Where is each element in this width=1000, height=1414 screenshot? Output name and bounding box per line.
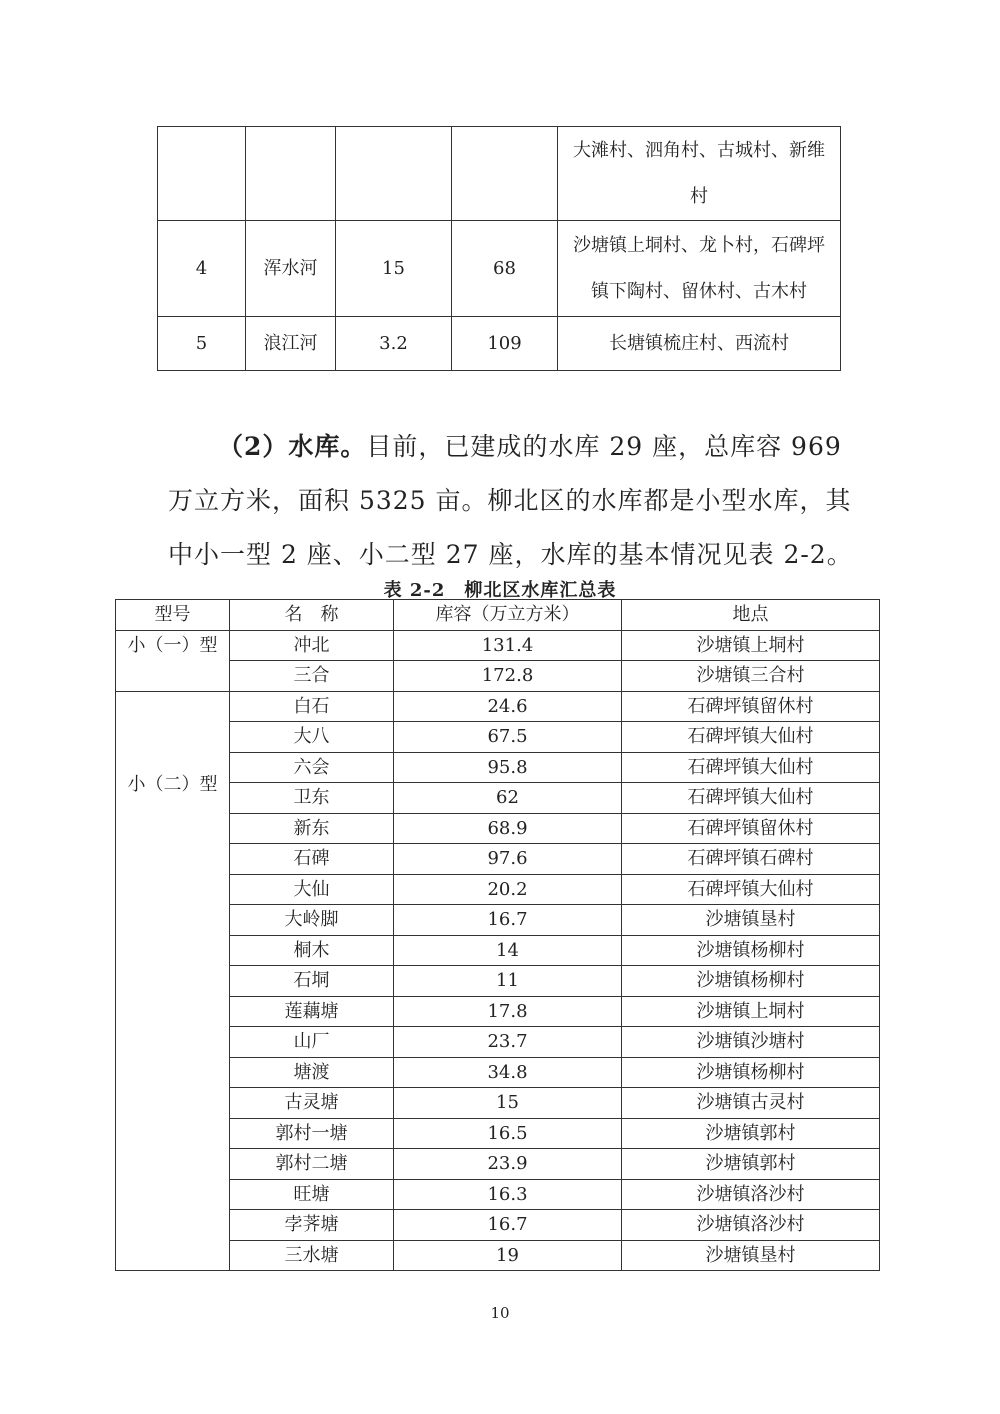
reservoir-location-cell: 沙塘镇洛沙村	[622, 1210, 880, 1241]
reservoir-location-cell: 沙塘镇上垌村	[622, 996, 880, 1027]
reservoir-name-cell: 大岭脚	[230, 905, 394, 936]
river-name-cell	[246, 127, 336, 221]
reservoir-capacity-cell: 16.7	[394, 905, 622, 936]
reservoir-row	[116, 1057, 880, 1088]
reservoir-location-cell: 石碑坪镇大仙村	[622, 722, 880, 753]
reservoir-location-cell: 沙塘镇洛沙村	[622, 1179, 880, 1210]
reservoir-location-cell: 沙塘镇上垌村	[622, 630, 880, 661]
reservoir-name-cell: 莲藕塘	[230, 996, 394, 1027]
reservoir-row	[116, 783, 880, 814]
reservoir-row	[116, 874, 880, 905]
reservoir-row	[116, 935, 880, 966]
reservoir-table	[115, 599, 880, 1271]
river-row	[158, 317, 841, 371]
reservoir-capacity-cell: 17.8	[394, 996, 622, 1027]
reservoir-name-cell: 郭村一塘	[230, 1118, 394, 1149]
header-name: 名 称	[230, 600, 394, 631]
reservoir-capacity-cell: 97.6	[394, 844, 622, 875]
river-name-cell: 浪江河	[246, 317, 336, 371]
river-no-cell	[158, 127, 246, 221]
reservoir-name-cell: 塘渡	[230, 1057, 394, 1088]
reservoir-capacity-cell: 95.8	[394, 752, 622, 783]
reservoir-name-cell: 桐木	[230, 935, 394, 966]
reservoir-row	[116, 966, 880, 997]
reservoir-capacity-cell: 16.7	[394, 1210, 622, 1241]
reservoir-paragraph	[168, 420, 868, 582]
reservoir-row	[116, 1179, 880, 1210]
river-no-cell: 5	[158, 317, 246, 371]
reservoir-type-cell: 小（二）型	[116, 691, 230, 1271]
reservoir-name-cell: 石垌	[230, 966, 394, 997]
reservoir-capacity-cell: 24.6	[394, 691, 622, 722]
paragraph-lead: （2）水库。	[218, 432, 367, 461]
reservoir-name-cell: 大八	[230, 722, 394, 753]
reservoir-name-cell: 白石	[230, 691, 394, 722]
reservoir-row	[116, 661, 880, 692]
reservoir-location-cell: 沙塘镇郭村	[622, 1118, 880, 1149]
river-area-cell: 109	[452, 317, 558, 371]
river-location-cell: 沙塘镇上垌村、龙卜村，石碑坪镇下陶村、留休村、古木村	[558, 221, 841, 317]
reservoir-location-cell: 石碑坪镇留休村	[622, 691, 880, 722]
reservoir-location-cell: 沙塘镇沙塘村	[622, 1027, 880, 1058]
reservoir-location-cell: 沙塘镇垦村	[622, 905, 880, 936]
reservoir-name-cell: 孛荠塘	[230, 1210, 394, 1241]
reservoir-location-cell: 沙塘镇郭村	[622, 1149, 880, 1180]
reservoir-capacity-cell: 68.9	[394, 813, 622, 844]
page-number: 10	[490, 1304, 510, 1322]
reservoir-row	[116, 1210, 880, 1241]
reservoir-row	[116, 996, 880, 1027]
table-caption: 表 2-2 柳北区水库汇总表	[383, 580, 617, 601]
reservoir-row	[116, 1149, 880, 1180]
river-table	[157, 126, 841, 371]
header-capacity: 库容（万立方米）	[394, 600, 622, 631]
reservoir-row	[116, 752, 880, 783]
river-row	[158, 127, 841, 221]
reservoir-capacity-cell: 34.8	[394, 1057, 622, 1088]
reservoir-name-cell: 卫东	[230, 783, 394, 814]
paragraph-body: 目前，已建成的水库 29 座，总库容 969 万立方米，面积 5325 亩。柳北区的水库都是小型水库，其中小一型 2 座、小二型 27 座，水库的基本情况见表 2-2。	[168, 432, 853, 569]
reservoir-name-cell: 大仙	[230, 874, 394, 905]
reservoir-location-cell: 石碑坪镇大仙村	[622, 783, 880, 814]
reservoir-location-cell: 石碑坪镇大仙村	[622, 752, 880, 783]
river-area-cell: 68	[452, 221, 558, 317]
reservoir-name-cell: 古灵塘	[230, 1088, 394, 1119]
reservoir-name-cell: 三合	[230, 661, 394, 692]
reservoir-capacity-cell: 16.5	[394, 1118, 622, 1149]
river-no-cell: 4	[158, 221, 246, 317]
reservoir-location-cell: 石碑坪镇留休村	[622, 813, 880, 844]
reservoir-location-cell: 沙塘镇杨柳村	[622, 966, 880, 997]
reservoir-location-cell: 石碑坪镇大仙村	[622, 874, 880, 905]
reservoir-header-row	[116, 600, 880, 631]
river-location-cell: 长塘镇梳庄村、西流村	[558, 317, 841, 371]
reservoir-capacity-cell: 19	[394, 1240, 622, 1271]
reservoir-row	[116, 905, 880, 936]
reservoir-row	[116, 844, 880, 875]
reservoir-name-cell: 郭村二塘	[230, 1149, 394, 1180]
reservoir-type-cell: 小（一）型	[116, 630, 230, 691]
reservoir-location-cell: 沙塘镇杨柳村	[622, 1057, 880, 1088]
river-area-cell	[452, 127, 558, 221]
reservoir-row	[116, 813, 880, 844]
reservoir-location-cell: 沙塘镇杨柳村	[622, 935, 880, 966]
reservoir-capacity-cell: 131.4	[394, 630, 622, 661]
reservoir-row	[116, 1088, 880, 1119]
reservoir-location-cell: 石碑坪镇石碑村	[622, 844, 880, 875]
river-length-cell: 3.2	[336, 317, 452, 371]
reservoir-row	[116, 691, 880, 722]
reservoir-capacity-cell: 16.3	[394, 1179, 622, 1210]
reservoir-capacity-cell: 172.8	[394, 661, 622, 692]
reservoir-name-cell: 旺塘	[230, 1179, 394, 1210]
reservoir-capacity-cell: 11	[394, 966, 622, 997]
reservoir-name-cell: 山厂	[230, 1027, 394, 1058]
reservoir-name-cell: 三水塘	[230, 1240, 394, 1271]
reservoir-capacity-cell: 23.9	[394, 1149, 622, 1180]
reservoir-name-cell: 新东	[230, 813, 394, 844]
river-length-cell: 15	[336, 221, 452, 317]
river-length-cell	[336, 127, 452, 221]
reservoir-capacity-cell: 67.5	[394, 722, 622, 753]
header-location: 地点	[622, 600, 880, 631]
reservoir-capacity-cell: 15	[394, 1088, 622, 1119]
reservoir-row	[116, 630, 880, 661]
reservoir-location-cell: 沙塘镇三合村	[622, 661, 880, 692]
reservoir-name-cell: 石碑	[230, 844, 394, 875]
reservoir-row	[116, 1240, 880, 1271]
reservoir-row	[116, 1118, 880, 1149]
reservoir-row	[116, 722, 880, 753]
river-name-cell: 浑水河	[246, 221, 336, 317]
reservoir-row	[116, 1027, 880, 1058]
reservoir-name-cell: 六会	[230, 752, 394, 783]
river-row	[158, 221, 841, 317]
reservoir-capacity-cell: 23.7	[394, 1027, 622, 1058]
reservoir-location-cell: 沙塘镇垦村	[622, 1240, 880, 1271]
reservoir-capacity-cell: 20.2	[394, 874, 622, 905]
reservoir-capacity-cell: 14	[394, 935, 622, 966]
river-location-cell: 大滩村、泗角村、古城村、新维村	[558, 127, 841, 221]
reservoir-name-cell: 冲北	[230, 630, 394, 661]
reservoir-capacity-cell: 62	[394, 783, 622, 814]
reservoir-location-cell: 沙塘镇古灵村	[622, 1088, 880, 1119]
header-type: 型号	[116, 600, 230, 631]
